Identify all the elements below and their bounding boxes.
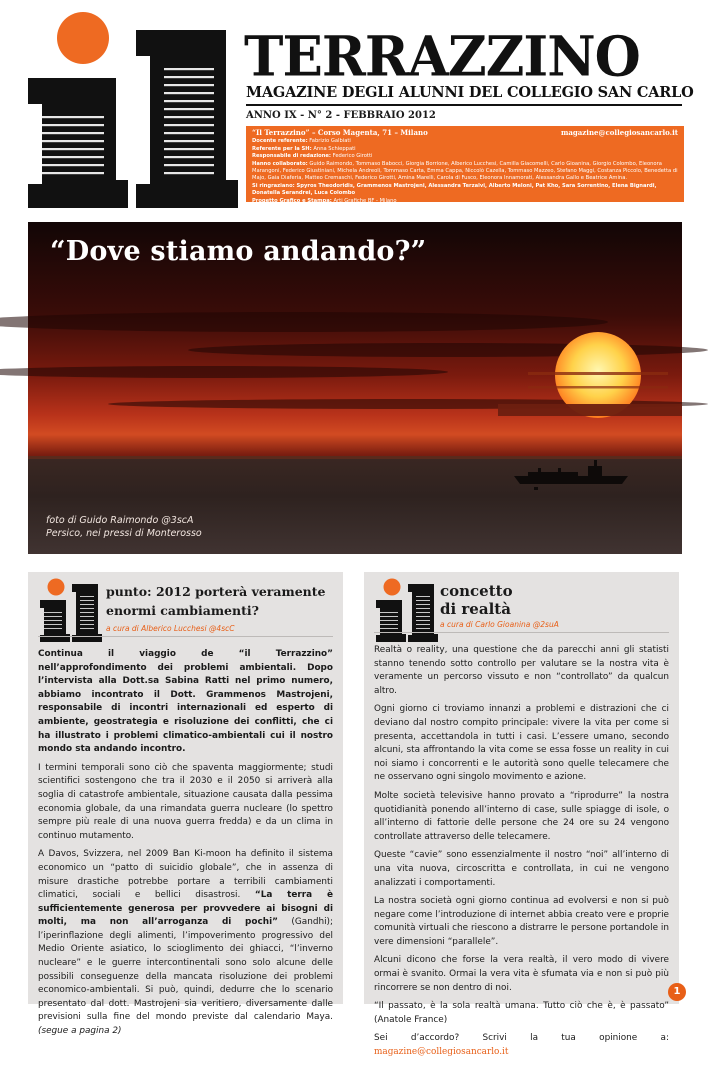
page-number: 1 xyxy=(668,983,686,1001)
continue-note[interactable]: (segue a pagina 2) xyxy=(38,1026,122,1037)
article-paragraph: La nostra società ogni giorno continua ad evolversi e non si può negare come l’introduzione di internet abbia creato vere e proprie comunità virtuali che riescono a distrarre le persone portandole in vere dimensioni “parallele”. xyxy=(374,896,669,947)
article-paragraph: Sei d’accordo? Scrivi la tua opinione a: magazine@collegiosancarlo.it xyxy=(374,1033,669,1058)
article-concetto-byline: a cura di Carlo Gioanina @2suA xyxy=(440,620,559,629)
photo-caption-line-2: Persico, nei pressi di Monterosso xyxy=(46,528,202,539)
credits-line-3: Responsabile di redazione: Federico Girotti xyxy=(252,153,373,160)
article-paragraph: Ogni giorno ci troviamo innanzi a problemi e distrazioni che ci deviano dal nostro compito principale: vivere la vita per come si presenta, accettandola in tutti i casi. L’essere umano, secondo alcuni, sta affrontando la vita come se essa fosse un reality in cui noi siamo i concorrenti e le autorità sono quelle telecamere che ne osservano ogni singolo movimento e azione. xyxy=(374,704,669,783)
article-paragraph: Molte società televisive hanno provato a “riprodurre” la nostra quotidianità ponendo all’interno di case, sulle spiagge di isole, o all’interno di fattorie delle persone che 24 ore su 24 vengono controllate attraverso delle telecamere. xyxy=(374,790,669,842)
credits-box xyxy=(246,126,684,202)
logo-l-stem xyxy=(136,30,238,208)
credits-email[interactable]: magazine@collegiosancarlo.it xyxy=(560,128,678,137)
credits-line-4: Hanno collaborato: Guido Raimondo, Tommaso Babocci, Giorgia Borrione, Alberico Lucchesi, Camilla Giacomelli, Carlo Gioanina, Giorgio Colombo, Eleonora Marangoni, Federico Giustiniani, Michela Andreoli, Tommaso Carta, Emma Cappa, Niccolò Cazella, Tommaso Mazzeo, Stefano Maggi, Costanza Piccolo, Benedetta di Majo, Gaia Diaferia, Matteo Cremaschi, Federico Girotti, Amina Marelli, Carola di Fusco, Eleonora Innamorati, Alessandra Gallo e Beatrice Amina. xyxy=(252,160,678,182)
article-concetto-title: concetto di realtà xyxy=(440,582,513,618)
article-paragraph: Queste “cavie” sono essenzialmente il nostro “noi” all’interno di una vita nuova, circoscritta e controllata, in cui ne vengono analizzati i comportamenti. xyxy=(374,850,669,888)
masthead-title: TERRAZZINO xyxy=(244,23,640,89)
issue-line: ANNO IX - N° 2 - FEBBRAIO 2012 xyxy=(246,110,436,121)
article-lead: Continua il viaggio de “il Terrazzino” nell’approfondimento dei problemi ambientali. Dopo l’intervista alla Dott.sa Sabina Ratti nel primo numero, abbiamo incontrato il Dott. Grammenos Mastrojeni, responsabile di incontri internazionali ed esperto di ambiente, geostrategia e risoluzione dei conflitti, che ci ha illustrato i problemi climatico-ambientali cui il nostro mondo sta andando incontro. xyxy=(38,649,333,755)
article-paragraph: “Il passato, è la sola realtà umana. Tutto ciò che è, è passato” (Anatole France) xyxy=(374,1001,669,1025)
article-punto-title: punto: 2012 porterà veramente enormi cambiamenti? xyxy=(106,584,326,618)
article-punto-body xyxy=(38,648,333,1044)
article-paragraph: Realtà o reality, una questione che da parecchi anni gli statisti stanno tenendo sotto controllo per valutare se la nostra vita è veramente un percorso vissuto e non “controllato” da qualcun altro. xyxy=(374,645,669,696)
photo-caption-line-1: foto di Guido Raimondo @3scA xyxy=(46,515,194,526)
contact-email-link[interactable]: magazine@collegiosancarlo.it xyxy=(374,1047,509,1058)
article-concetto xyxy=(364,572,679,1058)
article-paragraph: A Davos, Svizzera, nel 2009 Ban Ki-moon ha definito il sistema economico un “patto di suicidio globale”, che in assenza di misure drastiche potrebbe portare a terribili cambiamenti climatici, sociali e bellici disastrosi. “La terra è sufficientemente generosa per provvedere ai bisogni di molti, ma non all’arroganza di pochi” (Gandhi); l’iperinflazione degli alimenti, l’impoverimento progressivo del Medio Oriente asiatico, lo scioglimento dei ghiacci, “l’inverno nucleare” e le guerre intercontinentali sono solo alcune delle possibili conseguenze della mancata risoluzione dei problemi economico-ambientali. Si può, quindi, dedurre che lo scenario presentato dal dott. Mastrojeni sia veritiero, diversamente dalle previsioni sulla fine del mondo previste dal calendario Maya. (segue a pagina 2) xyxy=(38,849,333,1037)
article-paragraph: Alcuni dicono che forse la vera realtà, il vero modo di vivere ormai è svanito. Ormai la vera vita è sfumata via e non si può più rincorrere se non dentro di noi. xyxy=(374,955,669,993)
masthead-subtitle: MAGAZINE DEGLI ALUNNI DEL COLLEGIO SAN CARLO xyxy=(246,84,694,101)
credits-line-5: Si ringraziano: Spyros Theodoridis, Grammenos Mastrojeni, Alessandra Terzalvi, Alberto Meloni, Pat Kho, Sara Sorrentino, Elena Bignardi, Donatella Serandrei, Luca Colombo xyxy=(252,182,657,197)
hero-title: “Dove stiamo andando?” xyxy=(50,236,427,267)
masthead-rule xyxy=(246,104,682,106)
article-concetto-body xyxy=(374,644,669,1065)
gandhi-quote: “La terra è sufficientemente generosa per provvedere ai bisogni di molti, ma non all’arroganza di pochi” xyxy=(38,890,333,928)
credits-line-1: Docente referente: Fabrizio Galbiati xyxy=(252,138,351,145)
divider xyxy=(38,636,333,637)
divider xyxy=(374,632,669,633)
credits-line-2: Referente per la SH: Anna Schieppati xyxy=(252,145,356,152)
il-mini-logo xyxy=(40,578,102,642)
sunset-scene xyxy=(28,222,682,554)
photo-caption xyxy=(46,514,202,540)
article-punto xyxy=(28,572,343,1037)
hero-photo xyxy=(28,222,682,554)
credits-address: “Il Terrazzino” – Corso Magenta, 71 – Milano xyxy=(252,128,428,137)
article-punto-byline: a cura di Alberico Lucchesi @4scC xyxy=(106,624,235,633)
logo-i-stem xyxy=(28,78,128,208)
article-paragraph: I termini temporali sono ciò che spaventa maggiormente; studi scientifici sostengono che tra il 2030 e il 2050 si arriverà alla soglia di catastrofe ambientale, situazione causata dalla pessima economia globale, da una rimandata guerra nucleare (lo spettro sempre più reale di una nuova guerra fredda) e da un clima in continuo mutamento. xyxy=(38,762,333,841)
credits-line-6: Progetto Grafico e Stampa: Arti Grafiche BF - Milano xyxy=(252,197,397,204)
title-keyword: punto: xyxy=(106,584,152,599)
il-logo xyxy=(28,12,238,208)
logo-dot xyxy=(57,12,109,64)
